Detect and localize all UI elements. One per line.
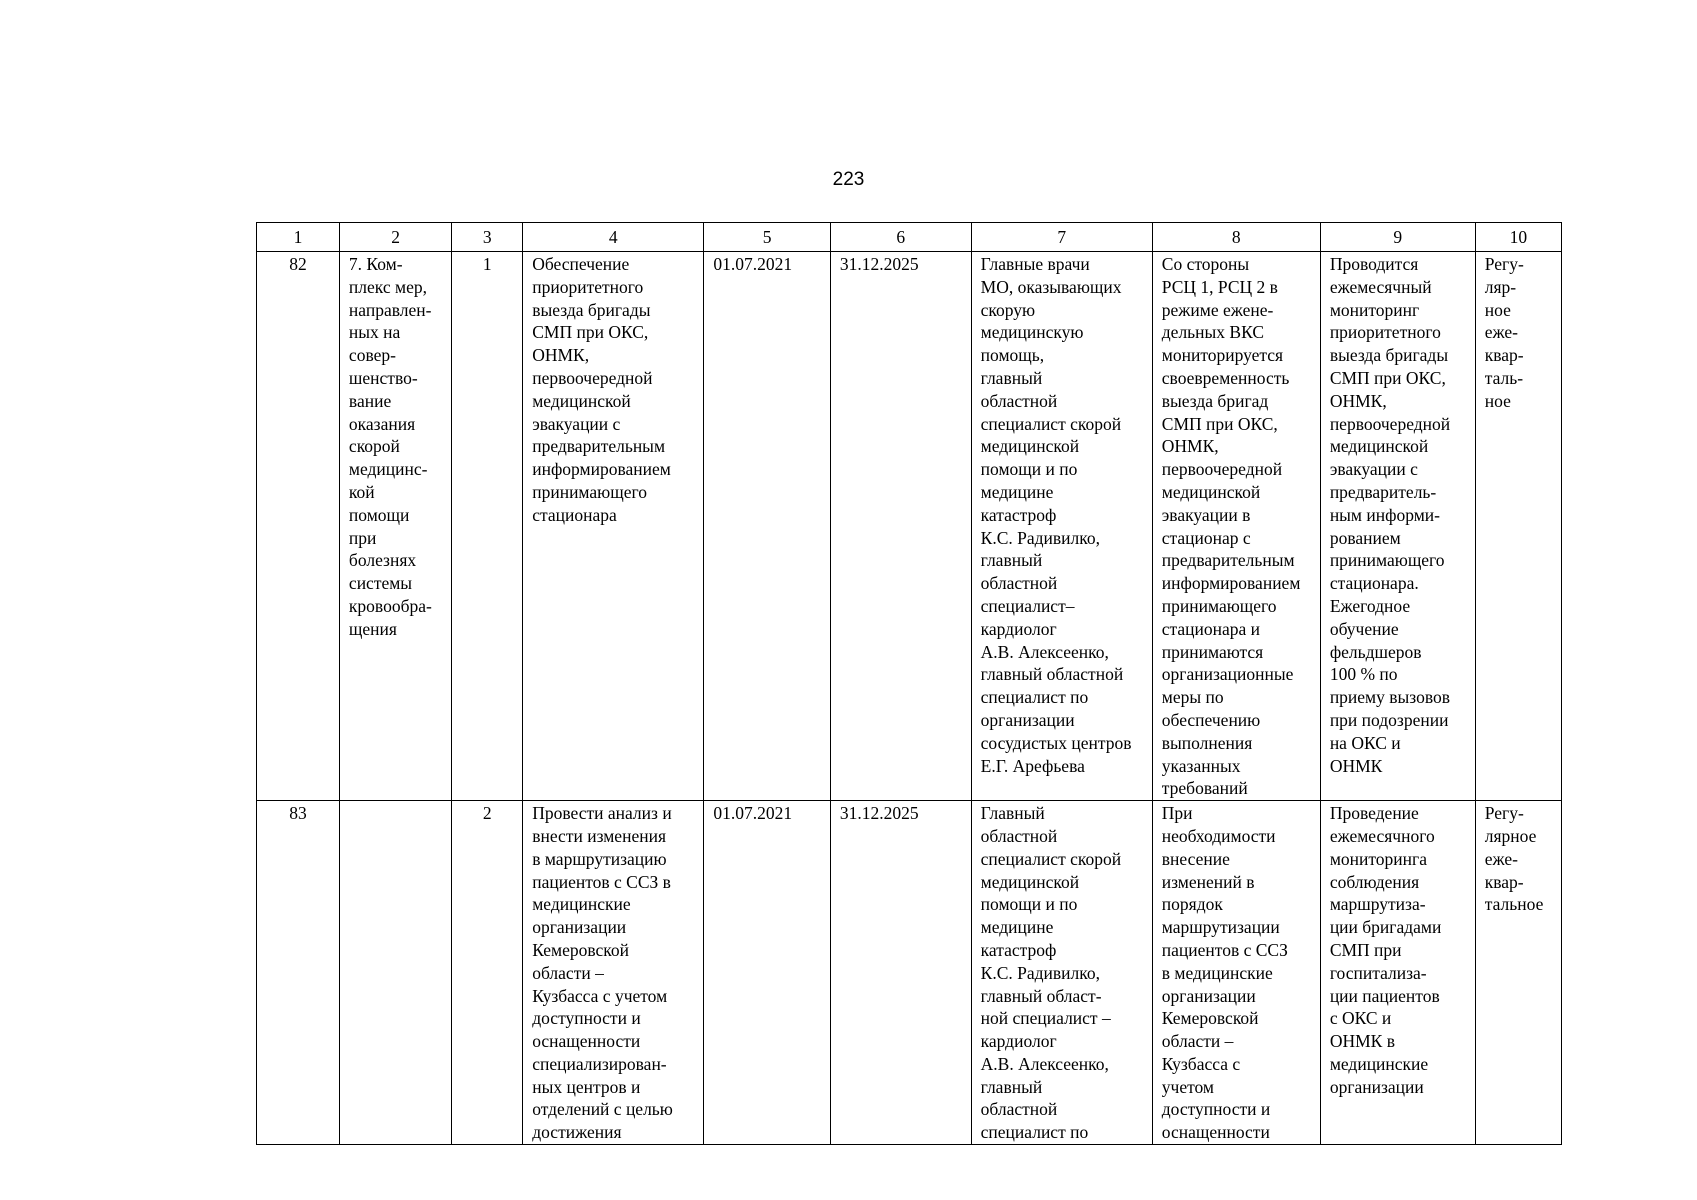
column-header: 6: [830, 223, 971, 252]
column-header: 2: [339, 223, 451, 252]
section-cell: 7. Ком- плекс мер, направлен- ных на совер- шенство- вание оказания скорой медицинс- кой помощи при болезнях системы кровообра- щения: [339, 252, 451, 801]
row-number-cell: 83: [257, 801, 340, 1145]
column-header: 5: [704, 223, 831, 252]
plan-table: [256, 222, 1562, 1145]
section-cell: [339, 801, 451, 1145]
end-date-cell: 31.12.2025: [830, 252, 971, 801]
periodicity-cell: Регу- лярное еже- квар- тальное: [1475, 801, 1561, 1145]
column-header: 1: [257, 223, 340, 252]
item-number-cell: 1: [452, 252, 523, 801]
page-number: 223: [832, 169, 865, 190]
measure-cell: Обеспечение приоритетного выезда бригады СМП при ОКС, ОНМК, первоочередной медицинской эвакуации с предварительным информированием принимающего стационара: [523, 252, 704, 801]
column-header: 9: [1320, 223, 1475, 252]
table-row: [257, 801, 1562, 1145]
column-header: 7: [971, 223, 1152, 252]
measure-cell: Провести анализ и внести изменения в маршрутизацию пациентов с ССЗ в медицинские организации Кемеровской области – Кузбасса с учетом доступности и оснащенности специализирован- ных центров и отделений с целью достижения: [523, 801, 704, 1145]
control-cell: Проводится ежемесячный мониторинг приоритетного выезда бригады СМП при ОКС, ОНМК, первоочередной медицинской эвакуации с предваритель- ным информи- рованием принимающего стационара. Ежегодное обучение фельдшеров 100 % по приему вызовов при подозрении на ОКС и ОНМК: [1320, 252, 1475, 801]
column-header: 3: [452, 223, 523, 252]
row-number-cell: 82: [257, 252, 340, 801]
column-header: 10: [1475, 223, 1561, 252]
column-header: 8: [1152, 223, 1320, 252]
table-row: [257, 252, 1562, 801]
column-header: 4: [523, 223, 704, 252]
start-date-cell: 01.07.2021: [704, 801, 831, 1145]
responsible-cell: Главные врачи МО, оказывающих скорую медицинскую помощь, главный областной специалист скорой медицинской помощи и по медицине катастроф К.С. Радивилко, главный областной специалист– кардиолог А.В. Алексеенко, главный областной специалист по организации сосудистых центров Е.Г. Арефьева: [971, 252, 1152, 801]
responsible-cell: Главный областной специалист скорой медицинской помощи и по медицине катастроф К.С. Радивилко, главный област- ной специалист – кардиолог А.В. Алексеенко, главный областной специалист по: [971, 801, 1152, 1145]
result-cell: Со стороны РСЦ 1, РСЦ 2 в режиме ежене- дельных ВКС мониторируется своевременность выезда бригад СМП при ОКС, ОНМК, первоочередной медицинской эвакуации в стационар с предварительным информированием принимающего стационара и принимаются организационные меры по обеспечению выполнения указанных требований: [1152, 252, 1320, 801]
start-date-cell: 01.07.2021: [704, 252, 831, 801]
item-number-cell: 2: [452, 801, 523, 1145]
result-cell: При необходимости внесение изменений в порядок маршрутизации пациентов с ССЗ в медицинские организации Кемеровской области – Кузбасса с учетом доступности и оснащенности: [1152, 801, 1320, 1145]
periodicity-cell: Регу- ляр- ное еже- квар- таль- ное: [1475, 252, 1561, 801]
control-cell: Проведение ежемесячного мониторинга соблюдения маршрутиза- ции бригадами СМП при госпитализа- ции пациентов с ОКС и ОНМК в медицинские организации: [1320, 801, 1475, 1145]
column-number-row: [257, 223, 1562, 252]
end-date-cell: 31.12.2025: [830, 801, 971, 1145]
